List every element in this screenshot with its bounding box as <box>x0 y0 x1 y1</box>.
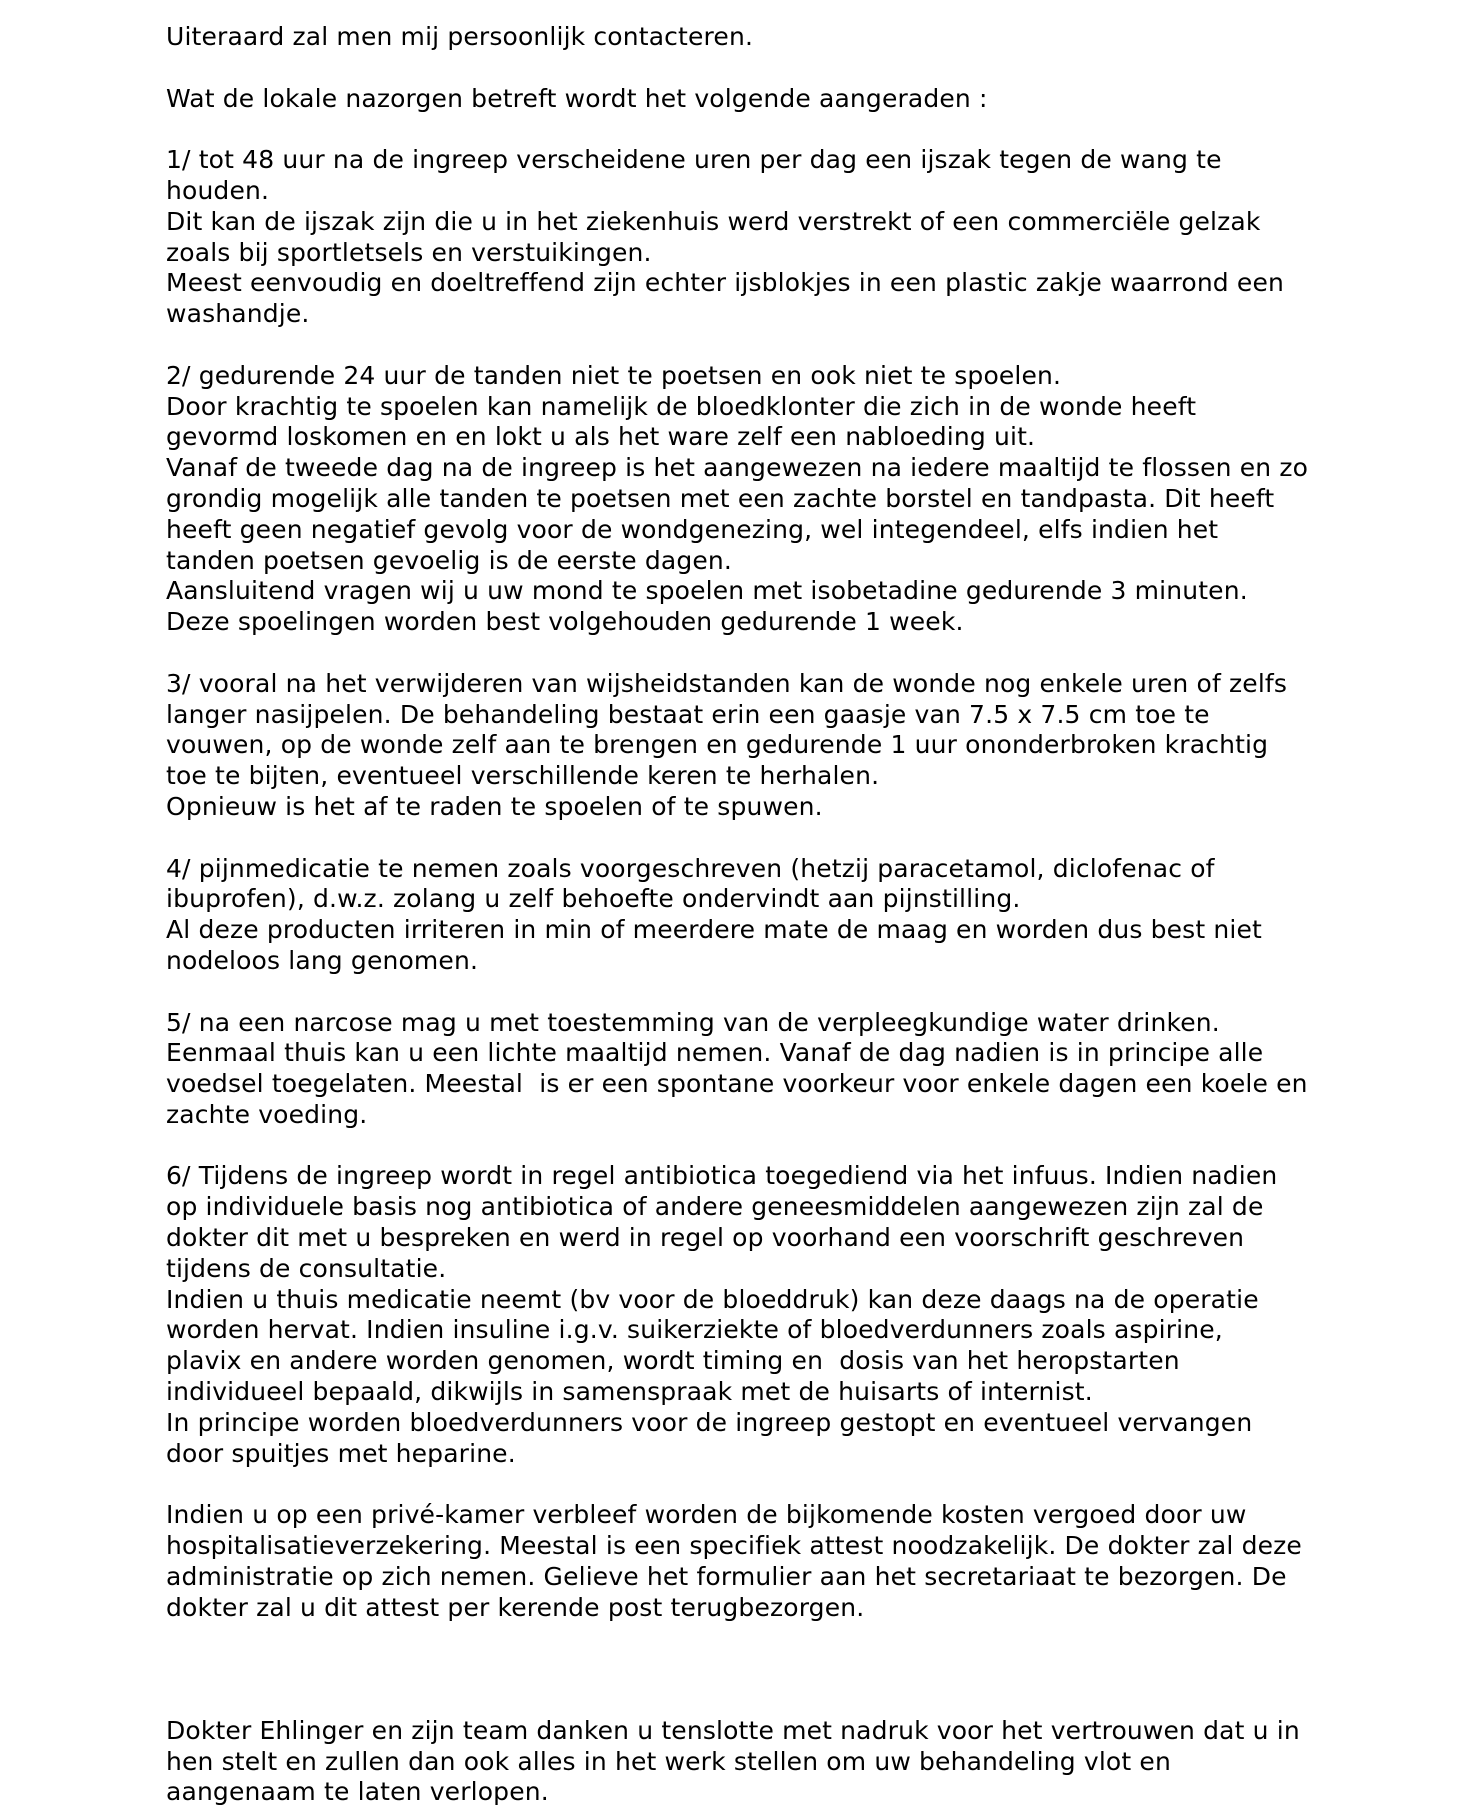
text-line: Indien u thuis medicatie neemt (bv voor de bloeddruk) kan deze daags na de operatie <box>166 1284 1259 1314</box>
text-line: toe te bijten, eventueel verschillende keren te herhalen. <box>166 761 880 791</box>
text-line: dokter dit met u bespreken en werd in regel op voorhand een voorschrift geschreven <box>166 1223 1245 1253</box>
text-line: langer nasijpelen. De behandeling bestaat erin een gaasje van 7.5 x 7.5 cm toe te <box>166 699 1210 729</box>
text-line: aangenaam te laten verlopen. <box>166 1777 549 1807</box>
paragraph-point-4 <box>166 854 1316 977</box>
text-line: gevormd loskomen en en lokt u als het ware zelf een nabloeding uit. <box>166 422 1036 452</box>
paragraph-point-1 <box>166 145 1316 330</box>
paragraph-spacer <box>166 823 1316 854</box>
text-line: nodeloos lang genomen. <box>166 945 479 975</box>
paragraph-spacer <box>166 53 1316 84</box>
paragraph-spacer <box>166 1623 1316 1654</box>
text-line: houden. <box>166 175 270 205</box>
text-line: Opnieuw is het af te raden te spoelen of te spuwen. <box>166 791 823 821</box>
text-line: Dokter Ehlinger en zijn team danken u tenslotte met nadruk voor het vertrouwen dat u in <box>166 1715 1300 1745</box>
paragraph-point-2 <box>166 361 1316 638</box>
paragraph-prive-kamer <box>166 1500 1316 1623</box>
text-line: dokter zal u dit attest per kerende post terugbezorgen. <box>166 1592 865 1622</box>
paragraph-point-5 <box>166 1008 1316 1131</box>
text-line: tijdens de consultatie. <box>166 1253 447 1283</box>
text-line: door spuitjes met heparine. <box>166 1438 516 1468</box>
text-line: ibuprofen), d.w.z. zolang u zelf behoefte ondervindt aan pijnstilling. <box>166 884 1021 914</box>
paragraph-spacer <box>166 1685 1316 1716</box>
text-line: 6/ Tijdens de ingreep wordt in regel antibiotica toegediend via het infuus. Indien nadien <box>166 1161 1278 1191</box>
text-line: Aansluitend vragen wij u uw mond te spoelen met isobetadine gedurende 3 minuten. <box>166 576 1248 606</box>
text-line: grondig mogelijk alle tanden te poetsen met een zachte borstel en tandpasta. Dit heeft <box>166 483 1275 513</box>
text-line: hospitalisatieverzekering. Meestal is een specifiek attest noodzakelijk. De dokter zal deze <box>166 1531 1302 1561</box>
text-line: washandje. <box>166 299 310 329</box>
paragraph-spacer <box>166 977 1316 1008</box>
paragraph-spacer <box>166 638 1316 669</box>
paragraph-spacer <box>166 1469 1316 1500</box>
text-line: Al deze producten irriteren in min of meerdere mate de maag en worden dus best niet <box>166 915 1262 945</box>
text-line: hen stelt en zullen dan ook alles in het werk stellen om uw behandeling vlot en <box>166 1746 1171 1776</box>
text-line: zachte voeding. <box>166 1099 368 1129</box>
text-line: voedsel toegelaten. Meestal is er een spontane voorkeur voor enkele dagen een koele en <box>166 1069 1308 1099</box>
text-line: zoals bij sportletsels en verstuikingen. <box>166 237 652 267</box>
text-line: 3/ vooral na het verwijderen van wijsheidstanden kan de wonde nog enkele uren of zelfs <box>166 668 1288 698</box>
text-line: individueel bepaald, dikwijls in samenspraak met de huisarts of internist. <box>166 1377 1093 1407</box>
text-line: Deze spoelingen worden best volgehouden gedurende 1 week. <box>166 607 964 637</box>
text-line: Uiteraard zal men mij persoonlijk contacteren. <box>166 22 754 51</box>
text-line: Wat de lokale nazorgen betreft wordt het volgende aangeraden : <box>166 83 988 113</box>
paragraph-spacer <box>166 1131 1316 1162</box>
text-line: op individuele basis nog antibiotica of andere geneesmiddelen aangewezen zijn zal de <box>166 1192 1264 1222</box>
paragraph-spacer <box>166 330 1316 361</box>
text-line: Dit kan de ijszak zijn die u in het ziekenhuis werd verstrekt of een commerciële gelzak <box>166 206 1261 236</box>
text-line: plavix en andere worden genomen, wordt timing en dosis van het heropstarten <box>166 1346 1180 1376</box>
text-line: Eenmaal thuis kan u een lichte maaltijd nemen. Vanaf de dag nadien is in principe alle <box>166 1038 1264 1068</box>
text-line: Indien u op een privé-kamer verbleef worden de bijkomende kosten vergoed door uw <box>166 1500 1247 1530</box>
text-line: administratie op zich nemen. Gelieve het formulier aan het secretariaat te bezorgen. De <box>166 1561 1287 1591</box>
text-line: 4/ pijnmedicatie te nemen zoals voorgeschreven (hetzij paracetamol, diclofenac of <box>166 853 1215 883</box>
text-line: Door krachtig te spoelen kan namelijk de bloedklonter die zich in de wonde heeft <box>166 391 1197 421</box>
paragraph-spacer <box>166 1654 1316 1685</box>
text-line: Meest eenvoudig en doeltreffend zijn echter ijsblokjes in een plastic zakje waarrond een <box>166 268 1284 298</box>
paragraph-closing <box>166 1716 1316 1808</box>
text-line: tanden poetsen gevoelig is de eerste dagen. <box>166 545 732 575</box>
paragraph-intro-nazorg <box>166 84 1316 115</box>
paragraph-point-3 <box>166 669 1316 823</box>
document-page <box>166 22 1316 1808</box>
text-line: In principe worden bloedverdunners voor de ingreep gestopt en eventueel vervangen <box>166 1407 1253 1437</box>
paragraph-point-6 <box>166 1161 1316 1469</box>
text-line: 2/ gedurende 24 uur de tanden niet te poetsen en ook niet te spoelen. <box>166 360 1062 390</box>
text-line: 1/ tot 48 uur na de ingreep verscheidene uren per dag een ijszak tegen de wang te <box>166 145 1222 175</box>
text-line: 5/ na een narcose mag u met toestemming van de verpleegkundige water drinken. <box>166 1007 1220 1037</box>
text-line: heeft geen negatief gevolg voor de wondgenezing, wel integendeel, elfs indien het <box>166 514 1219 544</box>
paragraph-intro-contact <box>166 22 1316 53</box>
text-line: worden hervat. Indien insuline i.g.v. suikerziekte of bloedverdunners zoals aspirine, <box>166 1315 1223 1345</box>
text-line: vouwen, op de wonde zelf aan te brengen en gedurende 1 uur ononderbroken krachtig <box>166 730 1269 760</box>
paragraph-spacer <box>166 114 1316 145</box>
text-line: Vanaf de tweede dag na de ingreep is het aangewezen na iedere maaltijd te flossen en zo <box>166 453 1309 483</box>
